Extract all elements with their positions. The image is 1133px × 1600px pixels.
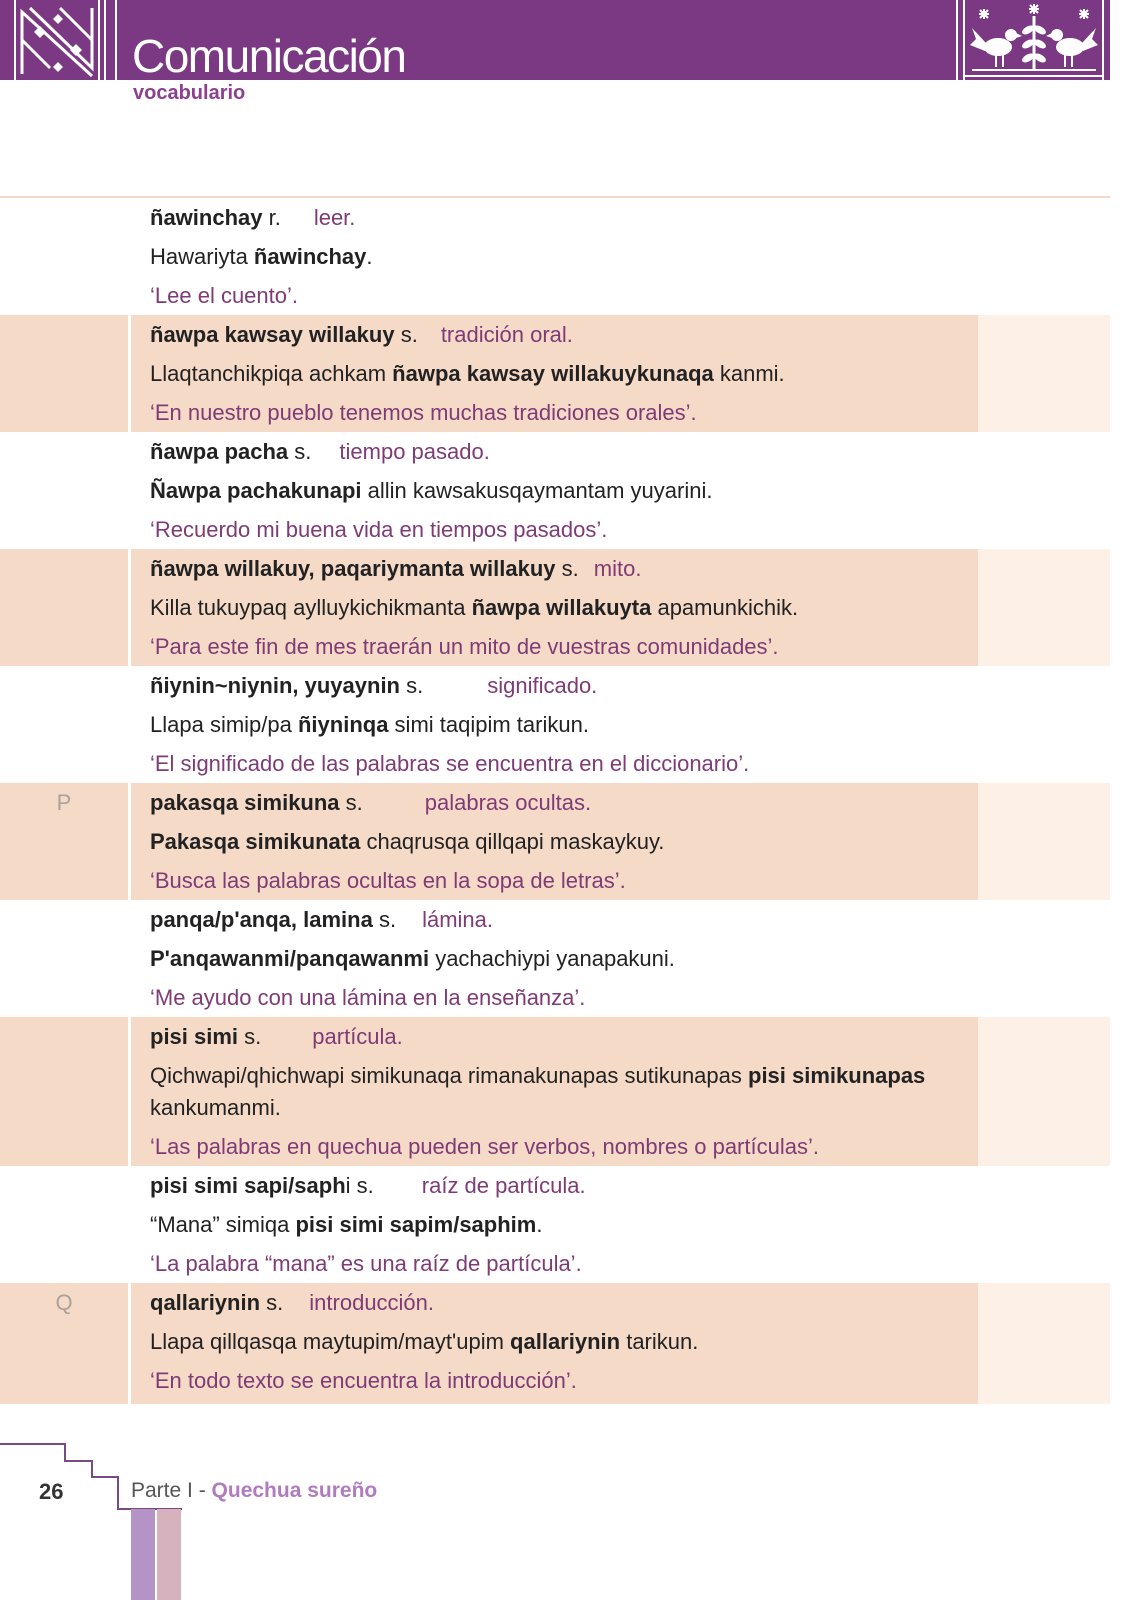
section-subtitle: vocabulario bbox=[133, 82, 246, 104]
example-sentence bbox=[150, 237, 978, 276]
example-sentence bbox=[150, 705, 978, 744]
row-side-band bbox=[978, 1283, 1110, 1404]
index-letter bbox=[0, 432, 128, 549]
example-translation: ‘El significado de las palabras se encuentra en el diccionario’. bbox=[150, 750, 750, 776]
entry-body bbox=[131, 783, 978, 900]
translation: lámina. bbox=[422, 906, 493, 932]
footer-step-line bbox=[0, 1430, 190, 1520]
grammar-tag: s. bbox=[372, 906, 397, 932]
grammar-tag: i s. bbox=[345, 1172, 374, 1198]
example-text: Killa tukuypaq aylluykichikmanta bbox=[150, 594, 472, 620]
example-translation: ‘En todo texto se encuentra la introducción’. bbox=[150, 1367, 577, 1393]
example-text: tarikun. bbox=[620, 1328, 699, 1354]
example-translation: ‘La palabra “mana” es una raíz de partícula’. bbox=[150, 1250, 582, 1276]
example-text: . bbox=[366, 243, 373, 269]
example-translation: ‘Busca las palabras ocultas en la sopa de letras’. bbox=[150, 867, 626, 893]
running-footer bbox=[131, 1479, 377, 1503]
index-letter bbox=[0, 549, 128, 666]
example-sentence bbox=[150, 822, 978, 861]
row-side-band bbox=[978, 666, 1110, 783]
index-letter bbox=[0, 666, 128, 783]
headword: panqa/p'anqa, lamina bbox=[150, 906, 373, 932]
example-keyword: ñiyninqa bbox=[297, 711, 389, 737]
index-letter bbox=[0, 1166, 128, 1283]
example-keyword: ñawinchay bbox=[253, 243, 367, 269]
index-letter bbox=[0, 315, 128, 432]
headword: ñawinchay bbox=[150, 204, 263, 230]
headword-line bbox=[150, 549, 978, 588]
translation: tradición oral. bbox=[440, 321, 573, 347]
entry-body bbox=[131, 198, 978, 315]
headword: ñiynin~niynin, yuyaynin bbox=[150, 672, 400, 698]
grammar-tag: r. bbox=[262, 204, 281, 230]
example-text: Llapa qillqasqa maytupim/mayt'upim bbox=[150, 1328, 511, 1354]
translation: raíz de partícula. bbox=[421, 1172, 586, 1198]
entry-body bbox=[131, 432, 978, 549]
example-text: chaqrusqa qillqapi maskaykuy. bbox=[360, 828, 665, 854]
footer-part: Parte I - bbox=[131, 1479, 212, 1502]
headword: qallariynin bbox=[150, 1289, 261, 1315]
headword-line bbox=[150, 198, 978, 237]
headword: pakasqa simikuna bbox=[150, 789, 340, 815]
example-translation: ‘Recuerdo mi buena vida en tiempos pasados’. bbox=[150, 516, 608, 542]
example-keyword: ñawpa willakuyta bbox=[471, 594, 652, 620]
index-letter bbox=[0, 1017, 128, 1166]
header-left-ornament bbox=[0, 0, 120, 80]
example-sentence bbox=[150, 1205, 978, 1244]
bird-left-icon bbox=[970, 28, 1022, 67]
entry-body bbox=[131, 549, 978, 666]
example-text: Llapa simip/pa bbox=[150, 711, 298, 737]
example-text: “Mana” simiqa bbox=[150, 1211, 296, 1237]
example-translation: ‘Lee el cuento’. bbox=[150, 282, 298, 308]
chapter-title: Comunicación bbox=[132, 30, 406, 82]
vocabulary-entry bbox=[0, 666, 1110, 783]
row-side-band bbox=[978, 198, 1110, 315]
example-keyword: Pakasqa simikunata bbox=[150, 828, 361, 854]
tree-icon bbox=[1021, 16, 1046, 70]
example-keyword: pisi simikunapas bbox=[748, 1062, 926, 1088]
example-text: . bbox=[536, 1211, 543, 1237]
vocabulary-entry bbox=[0, 900, 1110, 1017]
example-sentence bbox=[150, 354, 978, 393]
row-side-band bbox=[978, 549, 1110, 666]
grammar-tag: s. bbox=[394, 321, 418, 347]
vocabulary-entry bbox=[0, 1166, 1110, 1283]
example-keyword: ñawpa kawsay willakuykunaqa bbox=[392, 360, 714, 386]
vocabulary-list bbox=[0, 198, 1110, 1404]
translation: leer. bbox=[313, 204, 356, 230]
example-keyword: pisi simi sapim/saphim bbox=[295, 1211, 537, 1237]
headword-line bbox=[150, 1166, 978, 1205]
grammar-tag: s. bbox=[339, 789, 363, 815]
row-side-band bbox=[978, 783, 1110, 900]
headword: ñawpa pacha bbox=[150, 438, 289, 464]
translation: tiempo pasado. bbox=[339, 438, 490, 464]
headword-line bbox=[150, 900, 978, 939]
example-sentence bbox=[150, 1056, 978, 1127]
row-side-band bbox=[978, 900, 1110, 1017]
bird-right-icon bbox=[1046, 28, 1098, 67]
example-text: kankumanmi. bbox=[150, 1094, 281, 1120]
example-sentence bbox=[150, 471, 978, 510]
translation: significado. bbox=[487, 672, 598, 698]
footer-color-bar bbox=[157, 1509, 181, 1600]
example-translation: ‘Las palabras en quechua pueden ser verbos, nombres o partículas’. bbox=[150, 1133, 819, 1159]
example-text: Llaqtanchikpiqa achkam bbox=[150, 360, 393, 386]
headword-line bbox=[150, 666, 978, 705]
example-text: yachachiypi yanapakuni. bbox=[429, 945, 675, 971]
index-letter: Q bbox=[0, 1283, 128, 1404]
example-text: allin kawsakusqaymantam yuyarini. bbox=[361, 477, 713, 503]
example-text: simi taqipim tarikun. bbox=[388, 711, 589, 737]
example-keyword: qallariynin bbox=[510, 1328, 621, 1354]
example-text: kanmi. bbox=[713, 360, 785, 386]
entry-body bbox=[131, 1166, 978, 1283]
grammar-tag: s. bbox=[288, 438, 312, 464]
headword: pisi simi sapi/saph bbox=[150, 1172, 346, 1198]
entry-body bbox=[131, 315, 978, 432]
entry-body bbox=[131, 1017, 978, 1166]
headword: ñawpa willakuy, paqariymanta willakuy bbox=[150, 555, 556, 581]
chapter-header-bar bbox=[0, 0, 1110, 80]
grammar-tag: s. bbox=[400, 672, 424, 698]
headword-line bbox=[150, 315, 978, 354]
headword-line bbox=[150, 1017, 978, 1056]
vocabulary-entry bbox=[0, 549, 1110, 666]
translation: mito. bbox=[593, 555, 642, 581]
footer-color-bar bbox=[131, 1509, 155, 1600]
vocabulary-entry bbox=[0, 783, 1110, 900]
vocabulary-entry bbox=[0, 1283, 1110, 1404]
translation: partícula. bbox=[312, 1023, 403, 1049]
headword: pisi simi bbox=[150, 1023, 239, 1049]
entry-body bbox=[131, 1283, 978, 1404]
grammar-tag: s. bbox=[238, 1023, 262, 1049]
example-keyword: P'anqawanmi/panqawanmi bbox=[150, 945, 430, 971]
grammar-tag: s. bbox=[260, 1289, 284, 1315]
row-side-band bbox=[978, 315, 1110, 432]
headword-line bbox=[150, 432, 978, 471]
index-letter bbox=[0, 900, 128, 1017]
example-translation: ‘Para este fin de mes traerán un mito de vuestras comunidades’. bbox=[150, 633, 779, 659]
page-number: 26 bbox=[39, 1479, 64, 1504]
index-letter bbox=[0, 198, 128, 315]
row-side-band bbox=[978, 432, 1110, 549]
footer-section: Quechua sureño bbox=[211, 1479, 378, 1502]
example-translation: ‘En nuestro pueblo tenemos muchas tradiciones orales’. bbox=[150, 399, 697, 425]
headword-line bbox=[150, 783, 978, 822]
entry-body bbox=[131, 666, 978, 783]
headword-line bbox=[150, 1283, 978, 1322]
example-sentence bbox=[150, 1322, 978, 1361]
example-text: apamunkichik. bbox=[651, 594, 799, 620]
translation: palabras ocultas. bbox=[424, 789, 592, 815]
index-letter: P bbox=[0, 783, 128, 900]
example-sentence bbox=[150, 939, 978, 978]
vocabulary-entry bbox=[0, 432, 1110, 549]
vocabulary-entry bbox=[0, 198, 1110, 315]
example-sentence bbox=[150, 588, 978, 627]
example-keyword: Ñawpa pachakunapi bbox=[150, 477, 362, 503]
grammar-tag: s. bbox=[555, 555, 579, 581]
example-text: Qichwapi/qhichwapi simikunaqa rimanakunapas sutikunapas bbox=[150, 1062, 748, 1088]
example-text: Hawariyta bbox=[150, 243, 254, 269]
vocabulary-entry bbox=[0, 315, 1110, 432]
row-side-band bbox=[978, 1017, 1110, 1166]
translation: introducción. bbox=[309, 1289, 435, 1315]
row-side-band bbox=[978, 1166, 1110, 1283]
example-translation: ‘Me ayudo con una lámina en la enseñanza’. bbox=[150, 984, 586, 1010]
vocabulary-entry bbox=[0, 1017, 1110, 1166]
entry-body bbox=[131, 900, 978, 1017]
header-right-ornament bbox=[950, 0, 1110, 80]
headword: ñawpa kawsay willakuy bbox=[150, 321, 395, 347]
